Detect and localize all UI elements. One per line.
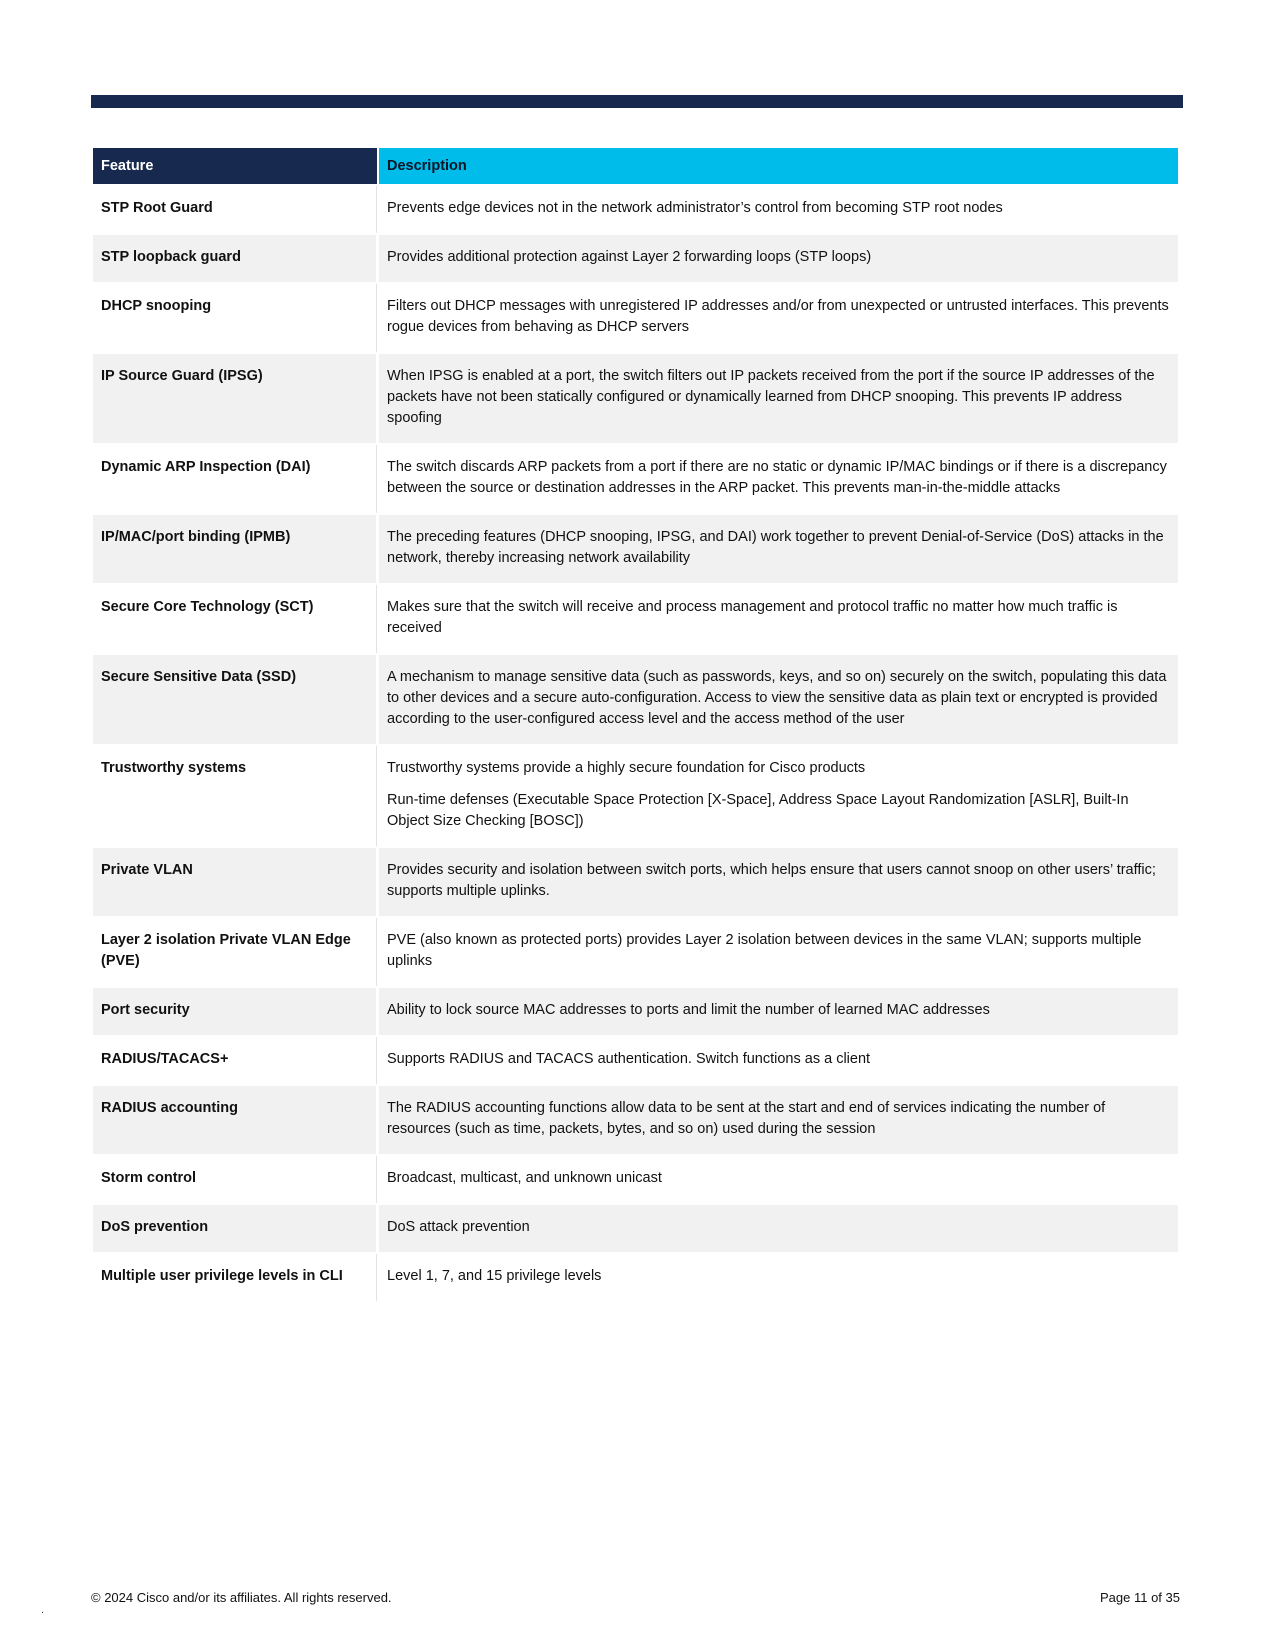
table-row xyxy=(93,235,1178,282)
description-cell: Provides additional protection against Layer 2 forwarding loops (STP loops) xyxy=(379,235,1178,282)
description-cell: Level 1, 7, and 15 privilege levels xyxy=(379,1254,1178,1301)
top-accent-bar xyxy=(91,95,1183,108)
column-header-description: Description xyxy=(379,148,1178,184)
table-row xyxy=(93,1086,1178,1154)
page-number: Page 11 of 35 xyxy=(1100,1590,1180,1605)
table-row xyxy=(93,585,1178,653)
table-row xyxy=(93,918,1178,986)
feature-cell: Dynamic ARP Inspection (DAI) xyxy=(93,445,377,513)
description-cell: When IPSG is enabled at a port, the switch filters out IP packets received from the port if the source IP addresses of the packets have not been statically configured or dynamically learned from DHCP snooping. This prevents IP address spoofing xyxy=(379,354,1178,443)
feature-cell: DHCP snooping xyxy=(93,284,377,352)
column-header-feature: Feature xyxy=(93,148,377,184)
feature-cell: Multiple user privilege levels in CLI xyxy=(93,1254,377,1301)
description-cell: Broadcast, multicast, and unknown unicast xyxy=(379,1156,1178,1203)
stray-dot-artifact: . xyxy=(41,1604,45,1616)
description-cell: Trustworthy systems provide a highly secure foundation for Cisco products Run-time defenses (Executable Space Protection [X-Space], Address Space Layout Randomization [ASLR], Built-In Object Size Checking [BOSC]) xyxy=(379,746,1178,846)
table-row xyxy=(93,988,1178,1035)
feature-cell: Layer 2 isolation Private VLAN Edge (PVE) xyxy=(93,918,377,986)
description-cell: Prevents edge devices not in the network administrator’s control from becoming STP root nodes xyxy=(379,186,1178,233)
table-row xyxy=(93,848,1178,916)
table-row xyxy=(93,186,1178,233)
feature-table xyxy=(91,146,1180,1303)
feature-cell: IP Source Guard (IPSG) xyxy=(93,354,377,443)
description-cell: Filters out DHCP messages with unregistered IP addresses and/or from unexpected or untrusted interfaces. This prevents rogue devices from behaving as DHCP servers xyxy=(379,284,1178,352)
table-row xyxy=(93,284,1178,352)
table-row xyxy=(93,515,1178,583)
feature-cell: Secure Sensitive Data (SSD) xyxy=(93,655,377,744)
feature-cell: Storm control xyxy=(93,1156,377,1203)
description-cell: PVE (also known as protected ports) provides Layer 2 isolation between devices in the same VLAN; supports multiple uplinks xyxy=(379,918,1178,986)
table-row xyxy=(93,1037,1178,1084)
page-footer xyxy=(91,1590,1180,1605)
description-cell: Provides security and isolation between switch ports, which helps ensure that users cannot snoop on other users’ traffic; supports multiple uplinks. xyxy=(379,848,1178,916)
feature-cell: Secure Core Technology (SCT) xyxy=(93,585,377,653)
table-row xyxy=(93,1156,1178,1203)
table-row xyxy=(93,746,1178,846)
description-cell: The preceding features (DHCP snooping, IPSG, and DAI) work together to prevent Denial-of-Service (DoS) attacks in the network, thereby increasing network availability xyxy=(379,515,1178,583)
table-row xyxy=(93,1205,1178,1252)
feature-cell: Port security xyxy=(93,988,377,1035)
description-cell: The RADIUS accounting functions allow data to be sent at the start and end of services indicating the number of resources (such as time, packets, bytes, and so on) used during the session xyxy=(379,1086,1178,1154)
feature-cell: Trustworthy systems xyxy=(93,746,377,846)
description-cell: The switch discards ARP packets from a port if there are no static or dynamic IP/MAC bindings or if there is a discrepancy between the source or destination addresses in the ARP packet. This prevents man-in-the-middle attacks xyxy=(379,445,1178,513)
feature-cell: RADIUS accounting xyxy=(93,1086,377,1154)
feature-cell: STP loopback guard xyxy=(93,235,377,282)
feature-cell: STP Root Guard xyxy=(93,186,377,233)
feature-cell: Private VLAN xyxy=(93,848,377,916)
copyright-text: © 2024 Cisco and/or its affiliates. All rights reserved. xyxy=(91,1590,392,1605)
description-cell: DoS attack prevention xyxy=(379,1205,1178,1252)
description-cell: Supports RADIUS and TACACS authentication. Switch functions as a client xyxy=(379,1037,1178,1084)
feature-table-container xyxy=(91,146,1180,1303)
table-row xyxy=(93,445,1178,513)
feature-cell: RADIUS/TACACS+ xyxy=(93,1037,377,1084)
table-header-row xyxy=(93,148,1178,184)
description-cell: Makes sure that the switch will receive and process management and protocol traffic no matter how much traffic is received xyxy=(379,585,1178,653)
description-cell: Ability to lock source MAC addresses to ports and limit the number of learned MAC addresses xyxy=(379,988,1178,1035)
feature-cell: IP/MAC/port binding (IPMB) xyxy=(93,515,377,583)
description-cell: A mechanism to manage sensitive data (such as passwords, keys, and so on) securely on the switch, populating this data to other devices and a secure auto-configuration. Access to view the sensitive data as plain text or encrypted is provided according to the user-configured access level and the access method of the user xyxy=(379,655,1178,744)
table-row xyxy=(93,1254,1178,1301)
feature-cell: DoS prevention xyxy=(93,1205,377,1252)
feature-table-body xyxy=(93,186,1178,1301)
table-row xyxy=(93,354,1178,443)
table-row xyxy=(93,655,1178,744)
